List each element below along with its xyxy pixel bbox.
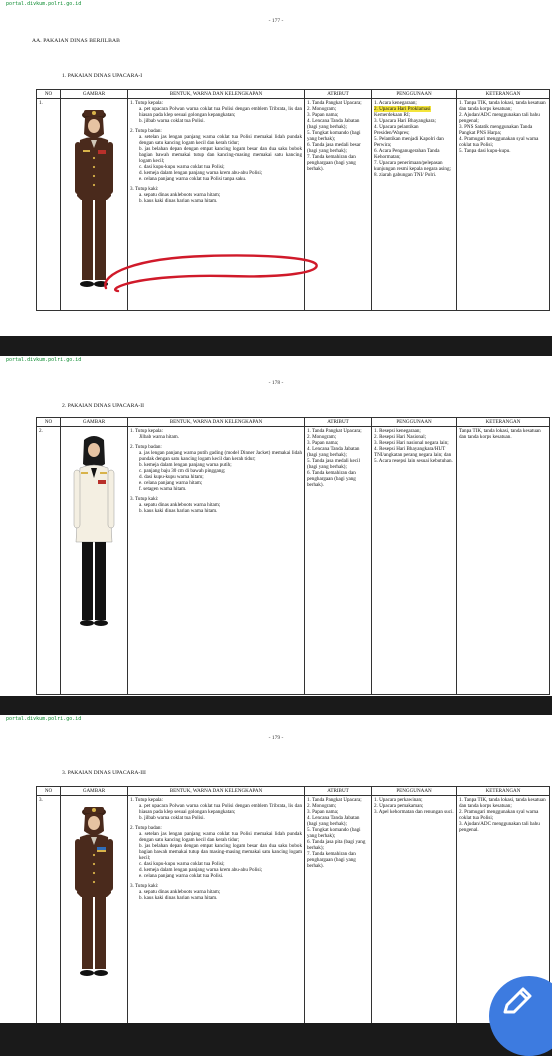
bentuk-item: c. dasi kupu-kupu warna coklat tua Polisi; bbox=[139, 861, 225, 868]
atribut-cell bbox=[305, 426, 372, 694]
table-row bbox=[37, 795, 550, 1023]
document-page-178 bbox=[0, 356, 552, 696]
atribut-item: 5. Tongkat komando (bagi yang berhak); bbox=[307, 827, 361, 840]
header-gambar: GAMBAR bbox=[61, 787, 128, 796]
header-no: NO bbox=[37, 418, 61, 427]
keterangan-item: 3. PNS Satatik menggunakan Tanda Pangkat PNS Harpa; bbox=[459, 124, 533, 137]
bentuk-group bbox=[130, 883, 302, 901]
bentuk-item: b. jilbab warna coklat tua Polisi. bbox=[139, 815, 205, 822]
penggunaan-item: 6. Acara Penganugerahan Tanda Kehormatan; bbox=[374, 148, 440, 161]
penggunaan-item: 3. Resepsi Hari nasional negara lain; bbox=[374, 440, 449, 447]
atribut-item: 7. Tanda kemahiran dan penghargaan (bagi yang berhak). bbox=[307, 851, 356, 870]
pencil-edit-icon bbox=[499, 984, 535, 1020]
keterangan-item: 1. Tanpa TIK, tanda lokasi, tanda kesatuan dan tanda korps kesatuan; bbox=[459, 100, 546, 113]
atribut-item: 7. Tanda kemahiran dan penghargaan (bagi yang berhak). bbox=[307, 154, 356, 173]
header-keterangan: KETERANGAN bbox=[457, 90, 550, 99]
penggunaan-item: 8. ziarah gabungan TNI/ Polri. bbox=[374, 172, 437, 179]
atribut-item: 1. Tanda Pangkat Upacara; bbox=[307, 100, 362, 107]
bentuk-title: 3. Tutup kaki: bbox=[130, 496, 159, 503]
bentuk-item: a. sepatu dinas ankleboots warna hitam; bbox=[139, 192, 221, 199]
keterangan-cell bbox=[457, 426, 550, 694]
keterangan-item: 5. Tanpa dasi kupu-kupu. bbox=[459, 148, 511, 155]
bentuk-group bbox=[130, 797, 302, 821]
bentuk-item: e. celana panjang warna coklat tua Polisi. bbox=[139, 873, 224, 880]
penggunaan-item: 4. Resepsi Hari Bhayangkara/HUT TNI/angkatan perang negara lain; dan bbox=[374, 446, 452, 459]
header-bentuk: BENTUK, WARNA DAN KELENGKAPAN bbox=[128, 787, 305, 796]
section-title: 2. PAKAIAN DINAS UPACARA-II bbox=[62, 403, 144, 409]
bentuk-item: a. pet upacara Polwan warna coklat tua Polisi dengan emblem Tribrata, lis dan hiasan pada klep sesuai golongan kepangkatan; bbox=[139, 106, 302, 119]
atribut-item: 4. Lencana Tanda Jabatan (bagi yang berhak); bbox=[307, 815, 360, 828]
bentuk-group bbox=[130, 444, 302, 492]
penggunaan-item: 3. Apel kehormatan dan renungan suci. bbox=[374, 809, 454, 816]
uniform-figure-brown bbox=[71, 104, 117, 294]
bentuk-title: 1. Tutup kepala: bbox=[130, 428, 163, 435]
penggunaan-item: 1. Resepsi kenegaraan; bbox=[374, 428, 421, 435]
penggunaan-item: 1. Upacara perkawinan; bbox=[374, 797, 423, 804]
bentuk-item: a. jas lengan panjang warna putih gading (model Dinner Jacket) memakai lidah pundak dengan satu kancing logam kecil dan kerah tidur; bbox=[139, 450, 302, 463]
header-penggunaan: PENGGUNAAN bbox=[372, 787, 457, 796]
bentuk-title: 3. Tutup kaki: bbox=[130, 186, 159, 193]
main-heading: AA. PAKAIAN DINAS BERJILBAB bbox=[32, 38, 120, 44]
penggunaan-item: Kemerdekaan RI; bbox=[374, 112, 411, 119]
penggunaan-cell bbox=[372, 795, 457, 1023]
atribut-item: 1. Tanda Pangkat Upacara; bbox=[307, 797, 362, 804]
penggunaan-item: 2. Resepsi Hari Nasional; bbox=[374, 434, 427, 441]
bentuk-item: c. dasi kupu-kupu warna coklat tua Polisi; bbox=[139, 164, 225, 171]
bentuk-item: b. kaus kaki dinas harian warna hitam. bbox=[139, 198, 218, 205]
penggunaan-item: 1. Acara kenegaraan; bbox=[374, 100, 417, 107]
atribut-item: 2. Monogram; bbox=[307, 106, 337, 113]
bentuk-title: 1. Tutup kepala: bbox=[130, 100, 163, 107]
bentuk-group bbox=[130, 186, 302, 204]
bentuk-item: b. jas belahan depan dengan empat kancing logam besar dan dua saku bobok bagian bawah memakai tutup dan masing-masing memakai satu kancing logam kecil; bbox=[139, 843, 302, 862]
atribut-item: 2. Monogram; bbox=[307, 803, 337, 810]
bentuk-item: b. jas belahan depan dengan empat kancing logam besar dan dua saku bobok bagian bawah memakai tutup dan kancing-masing memakai satu kancing logam kecil; bbox=[139, 146, 302, 165]
uniform-table bbox=[36, 417, 550, 695]
bentuk-item: Jilbab warna hitam. bbox=[139, 434, 180, 441]
penggunaan-item: 2. Upacara pemakaman; bbox=[374, 803, 424, 810]
table-row bbox=[37, 426, 550, 694]
uniform-figure-cell bbox=[61, 98, 128, 310]
header-bentuk: BENTUK, WARNA DAN KELENGKAPAN bbox=[128, 418, 305, 427]
penggunaan-cell bbox=[372, 426, 457, 694]
header-atribut: ATRIBUT bbox=[305, 787, 372, 796]
bentuk-group bbox=[130, 496, 302, 514]
header-gambar: GAMBAR bbox=[61, 90, 128, 99]
bentuk-item: e. celana panjang warna hitam; bbox=[139, 480, 203, 487]
atribut-item: 2. Monogram; bbox=[307, 434, 337, 441]
bentuk-item: d. kemeja dalam lengan panjang warna krem abu-abu Polisi; bbox=[139, 867, 263, 874]
atribut-item: 5. Tanda jasa medali kecil (bagi yang berhak); bbox=[307, 458, 360, 471]
header-bentuk: BENTUK, WARNA DAN KELENGKAPAN bbox=[128, 90, 305, 99]
bentuk-cell bbox=[128, 795, 305, 1023]
atribut-item: 5. Tongkat komando (bagi yang berhak); bbox=[307, 130, 361, 143]
bentuk-item: a. sepatu dinas ankleboots warna hitam; bbox=[139, 502, 221, 509]
document-page-177 bbox=[0, 0, 552, 336]
keterangan-item: 4. Pramugari menggunakan syal warna coklat tua Polisi; bbox=[459, 136, 539, 149]
keterangan-item: Tanpa TIK, tanda lokasi, tanda kesatuan dan tanda korps kesatuan. bbox=[459, 428, 541, 441]
header-atribut: ATRIBUT bbox=[305, 418, 372, 427]
bentuk-group bbox=[130, 428, 302, 440]
page-number: - 179 - bbox=[268, 735, 284, 741]
atribut-item: 3. Papan nama; bbox=[307, 112, 339, 119]
atribut-cell bbox=[305, 795, 372, 1023]
header-keterangan: KETERANGAN bbox=[457, 787, 550, 796]
keterangan-item: 2. Pramugari menggunakan syal warna coklat tua Polisi; bbox=[459, 809, 539, 822]
bentuk-group bbox=[130, 128, 302, 182]
header-keterangan: KETERANGAN bbox=[457, 418, 550, 427]
uniform-table bbox=[36, 89, 550, 311]
bentuk-item: a. setelan jas lengan panjang warna coklat tua Polisi memakai lidah pundak dengan satu kancing logam kecil dan kerah tidur; bbox=[139, 831, 302, 844]
uniform-figure-cell bbox=[61, 426, 128, 694]
atribut-item: 4. Lencana Tanda Jabatan (bagi yang berhak); bbox=[307, 446, 360, 459]
bentuk-item: d. kemeja dalam lengan panjang warna krem abu-abu Polisi; bbox=[139, 170, 263, 177]
bentuk-item: f. setagen warna hitam. bbox=[139, 486, 187, 493]
bentuk-title: 2. Tutup badan: bbox=[130, 444, 162, 451]
edit-fab-button[interactable] bbox=[489, 976, 552, 1056]
keterangan-cell bbox=[457, 98, 550, 310]
bentuk-item: e. celana panjang warna coklat tua Polisi tanpa saku. bbox=[139, 176, 247, 183]
bentuk-item: d. dasi kupu-kupu warna hitam; bbox=[139, 474, 204, 481]
bentuk-group bbox=[130, 825, 302, 879]
section-title: 1. PAKAIAN DINAS UPACARA-I bbox=[62, 73, 143, 79]
table-header-row bbox=[37, 787, 550, 796]
portal-url[interactable]: portal.divkum.polri.go.id bbox=[6, 357, 82, 363]
page-number: - 177 - bbox=[268, 18, 284, 24]
atribut-item: 1. Tanda Pangkat Upacara; bbox=[307, 428, 362, 435]
penggunaan-item: 3. Upacara Hari Bhayangkara; bbox=[374, 118, 436, 125]
atribut-item: 3. Papan nama; bbox=[307, 809, 339, 816]
atribut-item: 6. Tanda jasa pita (bagi yang berhak); bbox=[307, 839, 366, 852]
atribut-cell bbox=[305, 98, 372, 310]
atribut-item: 6. Tanda kemahiran dan penghargaan (bagi yang berhak). bbox=[307, 470, 356, 489]
bentuk-item: a. pet upacara Polwan warna coklat tua Polisi dengan emblem Tribrata, lis dan hiasan pada klep sesuai golongan kepangkatan; bbox=[139, 803, 302, 816]
bentuk-title: 1. Tutup kepala: bbox=[130, 797, 163, 804]
penggunaan-item: 4. Upacara pelantikan Presiden/Wapres; bbox=[374, 124, 419, 137]
atribut-item: 3. Papan nama; bbox=[307, 440, 339, 447]
document-page-179 bbox=[0, 715, 552, 1023]
keterangan-item: 3. Ajudan/ADC menggunakan tali bahu pengenal. bbox=[459, 821, 540, 834]
keterangan-item: 1. Tanpa TIK, tanda lokasi, tanda kesatuan dan tanda korps kesatuan; bbox=[459, 797, 546, 810]
bentuk-item: b. kaus kaki dinas harian warna hitam. bbox=[139, 508, 218, 515]
bentuk-cell bbox=[128, 426, 305, 694]
uniform-table bbox=[36, 786, 550, 1023]
bentuk-item: b. kemeja dalam lengan panjang warna putih; bbox=[139, 462, 232, 469]
table-row bbox=[37, 98, 550, 310]
header-penggunaan: PENGGUNAAN bbox=[372, 418, 457, 427]
portal-url[interactable]: portal.divkum.polri.go.id bbox=[6, 1, 82, 7]
table-header-row bbox=[37, 90, 550, 99]
penggunaan-item-highlighted: 2. Upacara Hari Proklamasi bbox=[374, 106, 431, 113]
bentuk-title: 3. Tutup kaki: bbox=[130, 883, 159, 890]
section-title: 3. PAKAIAN DINAS UPACARA-III bbox=[62, 770, 146, 776]
bentuk-title: 2. Tutup badan: bbox=[130, 825, 162, 832]
bentuk-item: b. jilbab warna coklat tua Polisi. bbox=[139, 118, 205, 125]
portal-url[interactable]: portal.divkum.polri.go.id bbox=[6, 716, 82, 722]
uniform-figure-white bbox=[71, 432, 117, 632]
row-number: 2. bbox=[37, 426, 61, 694]
bentuk-group bbox=[130, 100, 302, 124]
page-number: - 178 - bbox=[268, 380, 284, 386]
row-number: 1. bbox=[37, 98, 61, 310]
bentuk-title: 2. Tutup badan: bbox=[130, 128, 162, 135]
header-gambar: GAMBAR bbox=[61, 418, 128, 427]
penggunaan-item: 5. Pelantikan menjadi Kapolri dan Perwira; bbox=[374, 136, 444, 149]
penggunaan-item: 7. Upacara penerimaan/pelepasan kunjungan resmi kepala negara asing; bbox=[374, 160, 451, 173]
penggunaan-cell bbox=[372, 98, 457, 310]
bentuk-item: c. panjang baju 30 cm di bawah pinggang; bbox=[139, 468, 226, 475]
header-no: NO bbox=[37, 90, 61, 99]
header-no: NO bbox=[37, 787, 61, 796]
table-header-row bbox=[37, 418, 550, 427]
header-penggunaan: PENGGUNAAN bbox=[372, 90, 457, 99]
bentuk-cell bbox=[128, 98, 305, 310]
row-number: 3. bbox=[37, 795, 61, 1023]
bentuk-item: a. sepatu dinas ankleboots warna hitam; bbox=[139, 889, 221, 896]
uniform-figure-cell bbox=[61, 795, 128, 1023]
header-atribut: ATRIBUT bbox=[305, 90, 372, 99]
penggunaan-item: 5. Acara resepsi lain sesuai kebutuhan. bbox=[374, 458, 453, 465]
atribut-item: 4. Lencana Tanda Jabatan (bagi yang berhak); bbox=[307, 118, 360, 131]
atribut-item: 6. Tanda jasa medali besar (bagi yang berhak); bbox=[307, 142, 361, 155]
keterangan-item: 2. Ajudan/ADC menggunakan tali bahu pengenal; bbox=[459, 112, 540, 125]
uniform-figure-brown-ribbon bbox=[71, 801, 117, 981]
bentuk-item: a. setelan jas lengan panjang warna coklat tua Polisi memakai lidah pundak dengan satu kancing logam kecil dan kerah tidur; bbox=[139, 134, 302, 147]
bentuk-item: b. kaus kaki dinas harian warna hitam. bbox=[139, 895, 218, 902]
